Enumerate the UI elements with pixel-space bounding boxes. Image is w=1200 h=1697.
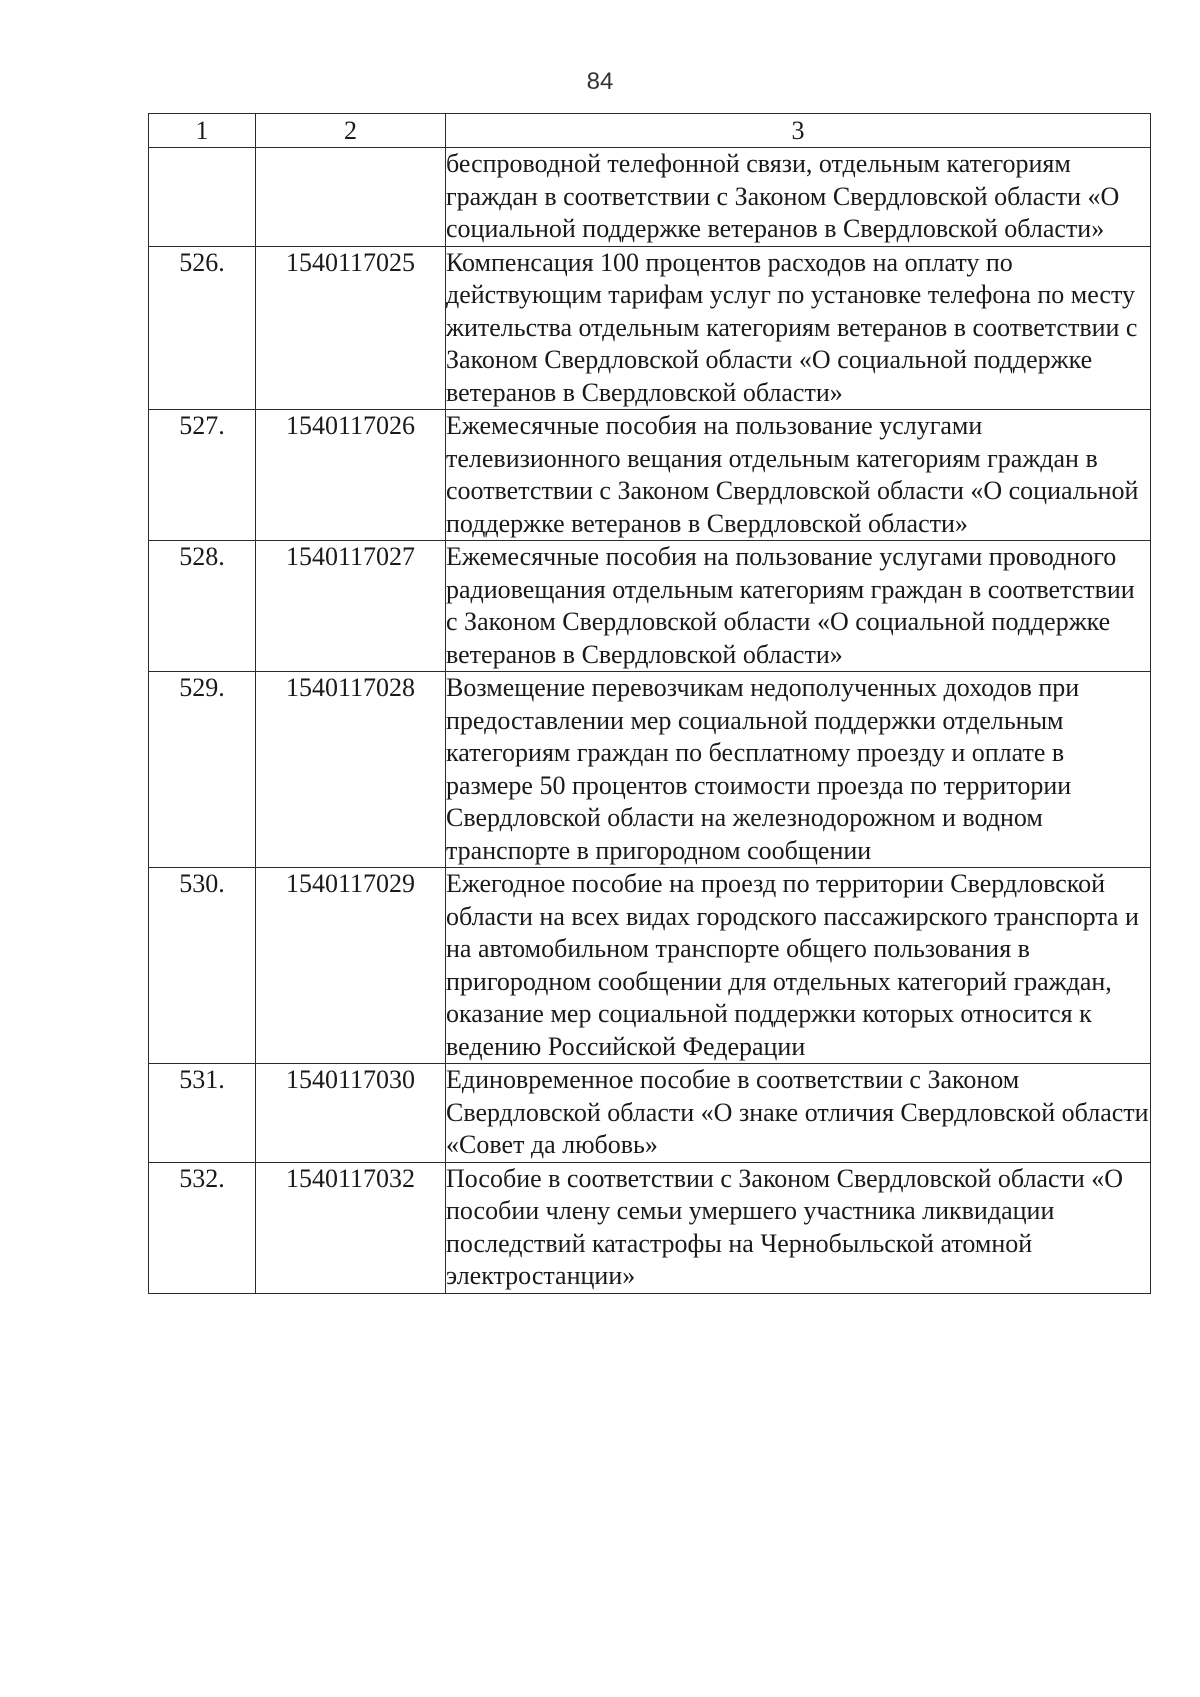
row-number: 529. xyxy=(149,672,256,868)
row-number: 528. xyxy=(149,541,256,672)
table-row xyxy=(149,541,1151,672)
row-description: Ежемесячные пособия на пользование услугами телевизионного вещания отдельным категориям граждан в соответствии с Законом Свердловской области «О социальной поддержке ветеранов в Свердловской области» xyxy=(446,410,1151,541)
column-header-1: 1 xyxy=(149,114,256,148)
row-code: 1540117032 xyxy=(256,1162,446,1293)
table-row xyxy=(149,410,1151,541)
table-header-row xyxy=(149,114,1151,148)
row-code: 1540117027 xyxy=(256,541,446,672)
row-description: Единовременное пособие в соответствии с Законом Свердловской области «О знаке отличия Свердловской области «Совет да любовь» xyxy=(446,1064,1151,1163)
row-description: беспроводной телефонной связи, отдельным категориям граждан в соответствии с Законом Свердловской области «О социальной поддержке ветеранов в Свердловской области» xyxy=(446,148,1151,247)
row-number: 532. xyxy=(149,1162,256,1293)
table-row xyxy=(149,672,1151,868)
column-header-2: 2 xyxy=(256,114,446,148)
row-description: Пособие в соответствии с Законом Свердловской области «О пособии члену семьи умершего участника ликвидации последствий катастрофы на Чернобыльской атомной электростанции» xyxy=(446,1162,1151,1293)
row-description: Компенсация 100 процентов расходов на оплату по действующим тарифам услуг по установке телефона по месту жительства отдельным категориям ветеранов в соответствии с Законом Свердловской области «О социальной поддержке ветеранов в Свердловской области» xyxy=(446,246,1151,410)
table-row xyxy=(149,1064,1151,1163)
row-code xyxy=(256,148,446,247)
row-code: 1540117029 xyxy=(256,868,446,1064)
row-number: 527. xyxy=(149,410,256,541)
row-code: 1540117026 xyxy=(256,410,446,541)
row-description: Возмещение перевозчикам недополученных доходов при предоставлении мер социальной поддержки отдельным категориям граждан по бесплатному проезду и оплате в размере 50 процентов стоимости проезда по территории Свердловской области на железнодорожном и водном транспорте в пригородном сообщении xyxy=(446,672,1151,868)
document-table xyxy=(148,113,1151,1294)
row-description: Ежегодное пособие на проезд по территории Свердловской области на всех видах городского пассажирского транспорта и на автомобильном транспорте общего пользования в пригородном сообщении для отдельных категорий граждан, оказание мер социальной поддержки которых относится к ведению Российской Федерации xyxy=(446,868,1151,1064)
page-number: 84 xyxy=(586,68,614,95)
table-row xyxy=(149,868,1151,1064)
column-header-3: 3 xyxy=(446,114,1151,148)
row-description: Ежемесячные пособия на пользование услугами проводного радиовещания отдельным категориям граждан в соответствии с Законом Свердловской области «О социальной поддержке ветеранов в Свердловской области» xyxy=(446,541,1151,672)
row-number: 530. xyxy=(149,868,256,1064)
row-number: 526. xyxy=(149,246,256,410)
table-row xyxy=(149,1162,1151,1293)
row-code: 1540117030 xyxy=(256,1064,446,1163)
row-number: 531. xyxy=(149,1064,256,1163)
table-row xyxy=(149,246,1151,410)
row-number xyxy=(149,148,256,247)
row-code: 1540117025 xyxy=(256,246,446,410)
row-code: 1540117028 xyxy=(256,672,446,868)
table-row xyxy=(149,148,1151,247)
